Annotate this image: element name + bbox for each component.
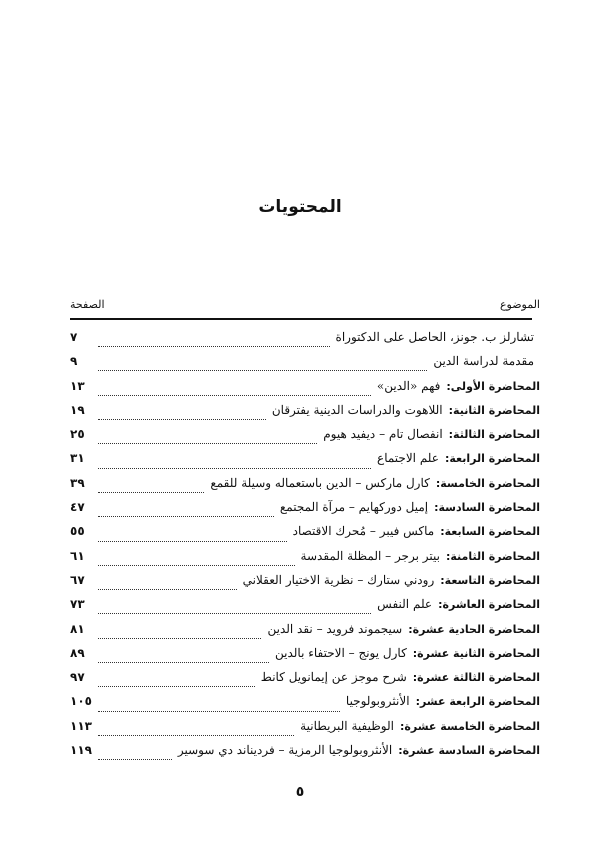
entry-title: علم الاجتماع	[377, 451, 439, 466]
dot-leader	[98, 410, 266, 420]
dot-leader	[98, 532, 287, 542]
entry-page-number: ٥٥	[70, 524, 85, 539]
lecture-label: المحاضرة الحادية عشرة:	[408, 622, 540, 636]
lecture-label: المحاضرة الأولى:	[446, 379, 540, 393]
entry-title: كارل يونج – الاحتفاء بالدين	[275, 645, 407, 660]
entry-page-number: ١٩	[70, 402, 85, 417]
entry-page-number: ١١٣	[70, 718, 92, 733]
toc-entry[interactable]	[70, 451, 540, 475]
header-divider	[70, 318, 532, 320]
toc-entry[interactable]	[70, 622, 540, 646]
entry-title: إميل دوركهايم – مرآة المجتمع	[279, 500, 429, 515]
toc-entry[interactable]	[70, 573, 540, 597]
entry-title: الأنثروبولوجيا الرمزية – فرديناند دي سوسير	[177, 743, 393, 758]
dot-leader	[98, 726, 294, 736]
entry-title: مقدمة لدراسة الدين	[433, 354, 534, 369]
entry-title: فهم «الدين»	[376, 378, 441, 393]
entry-page-number: ٣٩	[70, 475, 85, 490]
dot-leader	[98, 483, 204, 493]
lecture-label: المحاضرة العاشرة:	[438, 598, 540, 612]
lecture-label: المحاضرة التاسعة:	[440, 573, 540, 587]
entry-page-number: ٩٧	[70, 670, 85, 685]
lecture-label: المحاضرة الثالثة عشرة:	[412, 671, 540, 685]
entry-title: تشارلز ب. جونز، الحاصل على الدكتوراة	[335, 330, 534, 344]
toc-entry[interactable]	[70, 330, 540, 354]
toc-entry[interactable]	[70, 646, 540, 670]
entry-page-number: ٨١	[70, 621, 85, 636]
toc-entry[interactable]	[70, 379, 540, 403]
toc-entry[interactable]	[70, 694, 540, 718]
toc-entry[interactable]	[70, 500, 540, 524]
entry-page-number: ٩	[70, 354, 78, 369]
toc-entry[interactable]	[70, 403, 540, 427]
entry-title: الوظيفية البريطانية	[300, 718, 394, 733]
entry-page-number: ٦٧	[70, 572, 85, 587]
entry-title: الأنثروبولوجيا	[345, 694, 410, 709]
entry-title: رودني ستارك – نظرية الاختيار العقلاني	[242, 572, 435, 587]
lecture-label: المحاضرة الرابعة عشر:	[415, 695, 540, 709]
page-number: ٥	[295, 784, 305, 800]
entry-page-number: ١١٩	[70, 743, 92, 758]
lecture-label: المحاضرة الرابعة:	[444, 452, 540, 466]
dot-leader	[98, 459, 371, 469]
page-column-header: الصفحة	[70, 298, 105, 311]
lecture-label: المحاضرة الثالثة:	[448, 428, 540, 442]
lecture-label: المحاضرة الثانية:	[448, 403, 540, 417]
entry-title: كارل ماركس – الدين باستعماله وسيلة للقمع	[210, 475, 430, 490]
toc-entry[interactable]	[70, 597, 540, 621]
dot-leader	[98, 629, 261, 639]
table-of-contents	[70, 330, 540, 767]
toc-entry[interactable]	[70, 427, 540, 451]
dot-leader	[98, 653, 269, 663]
toc-entry[interactable]	[70, 476, 540, 500]
dot-leader	[98, 702, 340, 712]
entry-title: ماكس فيبر – مُحرك الاقتصاد	[292, 524, 435, 539]
dot-leader	[98, 580, 237, 590]
entry-page-number: ٣١	[70, 451, 85, 466]
entry-title: شرح موجز عن إيمانويل كانط	[260, 670, 407, 685]
toc-entry[interactable]	[70, 743, 540, 767]
entry-page-number: ٨٩	[70, 645, 85, 660]
toc-entry[interactable]	[70, 354, 540, 378]
dot-leader	[98, 361, 427, 371]
dot-leader	[98, 677, 255, 687]
lecture-label: المحاضرة الخامسة:	[435, 476, 540, 490]
toc-entry[interactable]	[70, 549, 540, 573]
entry-page-number: ١٣	[70, 378, 85, 393]
entry-page-number: ٢٥	[70, 427, 85, 442]
lecture-label: المحاضرة السادسة عشرة:	[398, 744, 540, 758]
dot-leader	[98, 434, 317, 444]
lecture-label: المحاضرة الثامنة:	[445, 549, 540, 563]
lecture-label: المحاضرة السابعة:	[440, 525, 540, 539]
toc-entry[interactable]	[70, 524, 540, 548]
dot-leader	[98, 556, 295, 566]
entry-page-number: ١٠٥	[70, 694, 92, 709]
dot-leader	[98, 507, 274, 517]
entry-title: سيجموند فرويد – نقد الدين	[267, 621, 403, 636]
page-title: المحتويات	[258, 197, 342, 217]
entry-page-number: ٤٧	[70, 500, 85, 515]
dot-leader	[98, 750, 172, 760]
entry-page-number: ٧	[70, 330, 78, 344]
entry-title: علم النفس	[377, 597, 433, 612]
entry-title: انفصال تام – ديفيد هيوم	[323, 427, 443, 442]
dot-leader	[98, 337, 330, 347]
entry-title: بيتر برجر – المظلة المقدسة	[300, 548, 440, 563]
toc-entry[interactable]	[70, 670, 540, 694]
lecture-label: المحاضرة الثانية عشرة:	[412, 646, 540, 660]
lecture-label: المحاضرة السادسة:	[434, 501, 540, 515]
entry-page-number: ٧٣	[70, 597, 85, 612]
toc-entry[interactable]	[70, 719, 540, 743]
dot-leader	[98, 604, 371, 614]
topic-column-header: الموضوع	[499, 298, 540, 311]
entry-title: اللاهوت والدراسات الدينية يفترقان	[271, 402, 443, 417]
lecture-label: المحاضرة الخامسة عشرة:	[399, 719, 540, 733]
dot-leader	[98, 386, 371, 396]
entry-page-number: ٦١	[70, 548, 85, 563]
